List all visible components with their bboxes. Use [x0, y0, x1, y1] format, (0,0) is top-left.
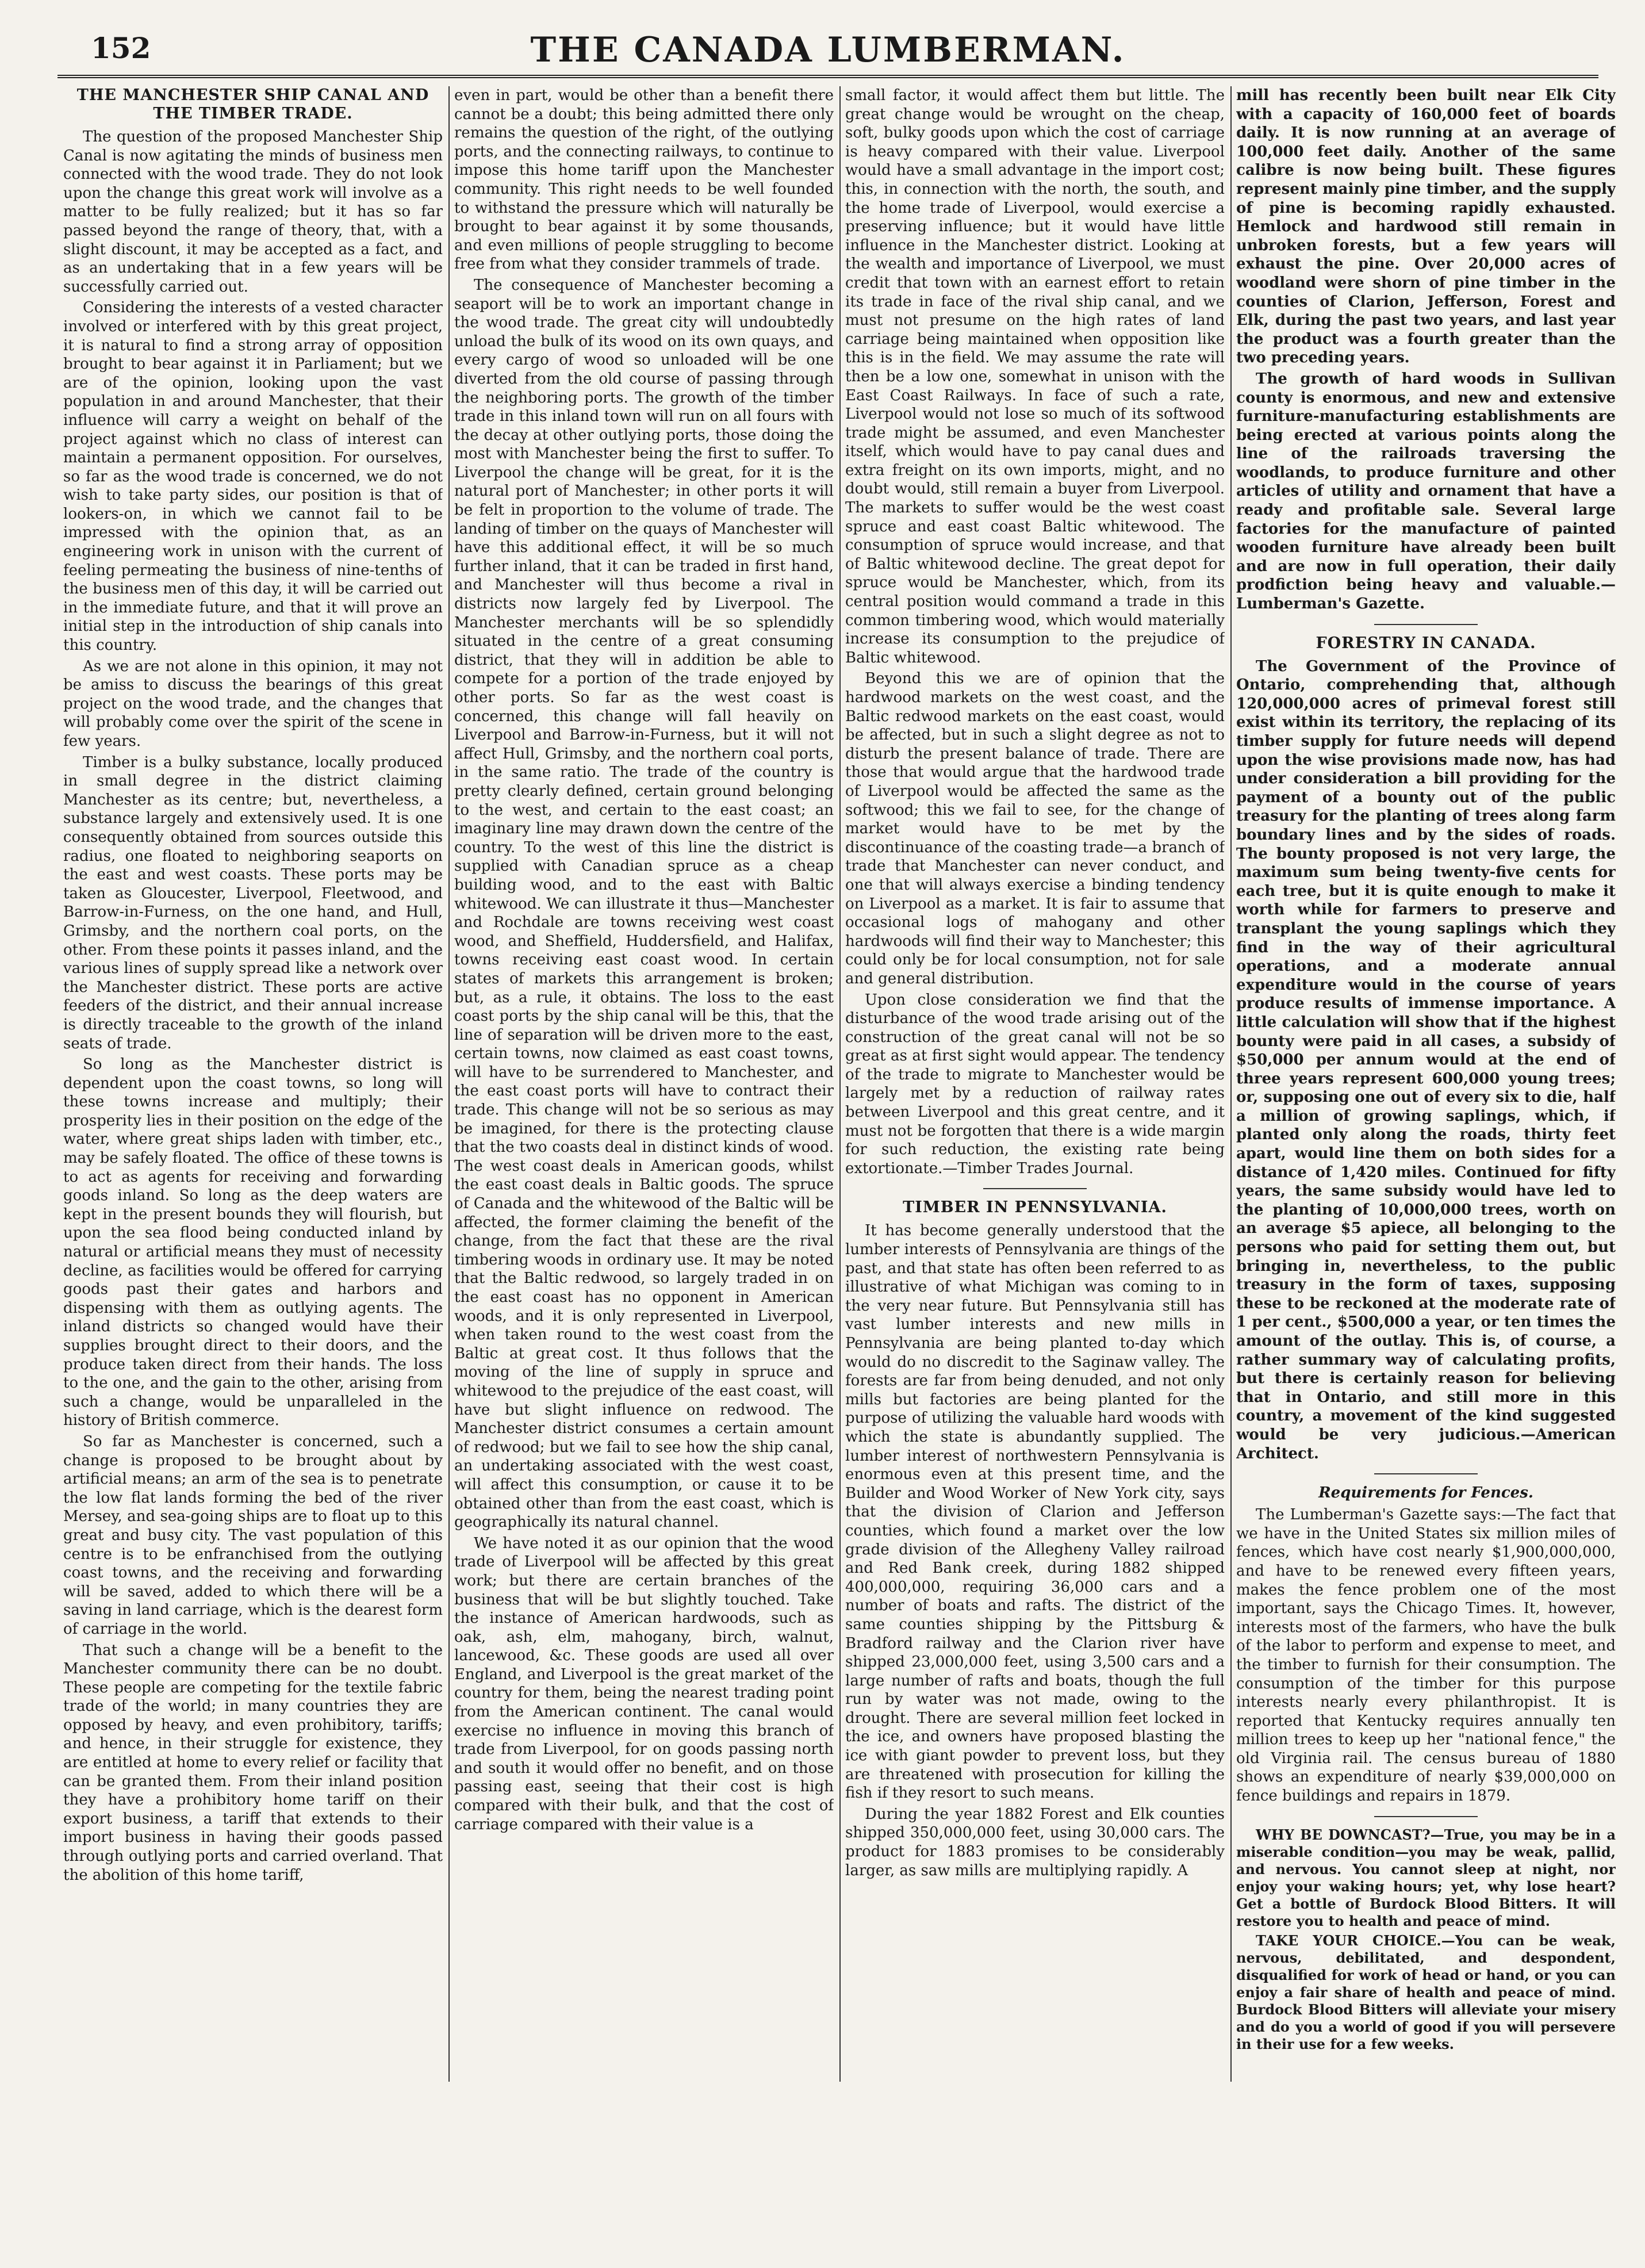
article-paragraph: The growth of hard woods in Sullivan county is enormous, and new and extensive furniture-manufacturing establishments are being erected at various points along the line of the railroads traversing the woodlands, to produce furniture and other articles of utility and ornament that have a ready and profitable sale. Several large factories for the manufacture of painted wooden furniture have already been built and are now in full operation, their daily prodfiction being heavy and valuable.—Lumberman's Gazette. [1236, 370, 1616, 613]
section-divider [1374, 624, 1478, 625]
article-heading-forestry: FORESTRY IN CANADA. [1316, 634, 1536, 652]
article-paragraph: We have noted it as our opinion that the wood trade of Liverpool will be affected by this great work; but there are certain branches of the business that will be but slightly touched. Take the instance of American hardwoods, such as oak, ash, elm, mahogany, birch, walnut, lancewood, &c. These goods are used all over England, and Liverpool is the great market of the country for them, being the nearest trading point from the American continent. The canal would exercise no influence in moving this branch of trade from Liverpool, for on goods passing north and south it would offer no benefit, and on those passing east, seeing that their cost is high compared with their bulk, and that the cost of carriage compared with their value is a [454, 1534, 834, 1833]
advertisement: WHY BE DOWNCAST?—True, you may be in a miserable condition—you may be weak, pallid, and nervous. You cannot sleep at night, nor enjoy your waking hours; yet, why lose heart? Get a bottle of Burdock Blood Bitters. It will restore you to health and peace of mind. [1236, 1826, 1616, 1929]
article-heading-manchester-canal: THE MANCHESTER SHIP CANAL AND THE TIMBER TRADE. [76, 86, 430, 122]
article-paragraph: The Lumberman's Gazette says:—The fact that we have in the United States six million miles of fences, which have cost nearly $1,900,000,000, and have to be renewed every fifteen years, makes the fence problem one of the most important, says the Chicago Times. It, however, interests most of the farmers, who have the bulk of the labor to perform and expense to meet, and the timber to furnish for their consumption. The consumption of the timber for this purpose interests nearly every philanthropist. It is reported that Kentucky requires annually ten million trees to keep up her "national fence," the old Virginia rail. The census bureau of 1880 shows an expenditure of nearly $39,000,000 on fence buildings and repairs in 1879. [1236, 1506, 1616, 1805]
masthead [57, 23, 1598, 78]
section-divider [1374, 1816, 1478, 1817]
article-paragraph: even in part, would be other than a benefit there cannot be a doubt; this being admitted there only remains the question of the right, of the outlying ports, and the connecting railways, to continue to impose this home tariff upon the Manchester community. This right needs to be well founded to withstand the pressure which will naturally be brought to bear against it by some thousands, and even millions of people struggling to become free from what they consider trammels of trade. [454, 87, 834, 273]
advertisement: TAKE YOUR CHOICE.—You can be weak, nervous, debilitated, and despondent, disqualified for work of head or hand, or you can enjoy a fair share of health and peace of mind. Burdock Blood Bitters will alleviate your misery and do you a world of good if you will persevere in their use for a few weeks. [1236, 1932, 1616, 2052]
article-paragraph: So long as the Manchester district is dependent upon the coast towns, so long will these towns increase and multiply; their prosperity lies in their position on the edge of the water, where great ships laden with timber, etc., may be safely floated. The office of these towns is to act as agents for receiving and forwarding goods inland. So long as the deep waters are kept in the present bounds they will flourish, but upon the sea flood being conducted inland by natural or artificial means they must of necessity decline, as facilities would be offered for carrying goods past their gates and harbors and dispensing with them as outlying agents. The inland districts so changed would have their supplies brought direct to their doors, and the produce taken direct from their hands. The loss to the one, and the gain to the other, arising from such a change, would be unparalleled in the history of British commerce. [63, 1056, 443, 1430]
article-paragraph: Timber is a bulky substance, locally produced in small degree in the district claiming Manchester as its centre; but, nevertheless, a substance largely and extensively used. It is one consequently obtained from sources outside this radius, one floated to neighboring seaports on the east and west coasts. These ports may be taken as Gloucester, Liverpool, Fleetwood, and Barrow-in-Furness, on the one hand, and Hull, Grimsby, and the northern coal ports, on the other. From these points it passes inland, and the various lines of supply spread like a network over the Manchester district. These ports are active feeders of the district, and their annual increase is directly traceable to the growth of the inland seats of trade. [63, 753, 443, 1052]
article-paragraph: Upon close consideration we find that the disturbance of the wood trade arising out of the construction of the great canal will not be so great as at first sight would appear. The tendency of the trade to migrate to Manchester would be largely met by a reduction of railway rates between Liverpool and this great centre, and it must not be forgotten that there is a wide margin for such reduction, the existing rate being extortionate.—Timber Trades Journal. [845, 991, 1225, 1177]
section-divider [1374, 1473, 1478, 1474]
article-heading-fences: Requirements for Fences. [1318, 1484, 1533, 1502]
section-divider [983, 1188, 1087, 1189]
column-3 [845, 86, 1225, 2082]
column-4 [1236, 86, 1616, 2082]
article-paragraph: The consequence of Manchester becoming a seaport will be to work an important change in the wood trade. The great city will undoubtedly unload the bulk of its wood on its own quays, and every cargo of wood so unloaded will be one diverted from the old course of passing through the neighboring ports. The growth of the timber trade in this inland town will run on all fours with the decay at other outlying ports, those doing the most with Manchester being the first to suffer. To Liverpool the change will be great, for it is the natural port of Manchester; in other ports it will be felt in proportion to the volume of trade. The landing of timber on the quays of Manchester will have this additional effect, it will be so much further inland, that it can be traded in first hand, and Manchester will thus become a rival in districts now largely fed by Liverpool. The Manchester merchants will be so splendidly situated in the centre of a great consuming district, that they will in addition be able to compete for a portion of the trade enjoyed by other ports. So far as the west coast is concerned, this change will fall heavily on Liverpool and Barrow-in-Furness, but it will not affect Hull, Grimsby, and the northern coal ports, in the same ratio. The trade of the country is pretty clearly defined, certain ground belonging to the west, and certain to the east coast; an imaginary line may drawn down the centre of the country. To the west of this line the district is supplied with Canadian spruce as a cheap building wood, and to the east with Baltic whitewood. We can illustrate it thus—Manchester and Rochdale are towns receiving west coast wood, and Sheffield, Huddersfield, and Halifax, towns receiving east coast wood. In certain states of markets this arrangement is broken; but, as a rule, it obtains. The loss to the east coast ports by the ship canal will be this, that the line of separation will be driven more to the east, certain towns, now claimed as east coast towns, will have to be surrendered to Manchester, and the east coast ports will have to contract their trade. This change will not be so serious as may be imagined, for there is the protecting clause that the two coasts deal in distinct kinds of wood. The west coast deals in American goods, whilst the east coast deals in Baltic goods. The spruce of Canada and the whitewood of the Baltic will be affected, the former claiming the benefit of the change, from the fact that these are the rival timbering woods in ordinary use. It may be noted that the Baltic redwood, so largely traded in on the east coast has no opponent in American woods, and it is only represented in Liverpool, when taken round to the west coast from the Baltic at great cost. It thus follows that the moving of the line of supply in spruce and whitewood to the prejudice of the east coast, will have but slight influence on redwood. The Manchester district consumes a certain amount of redwood; but we fail to see how the ship canal, an undertaking associated with the west coast, will affect this consumption, or cause it to be obtained other than from the east coast, which is geographically its natural channel. [454, 276, 834, 1531]
article-paragraph: mill has recently been built near Elk City with a capacity of 160,000 feet of boards daily. It is now running at an average of 100,000 feet daily. Another of the same calibre is now being built. These figures represent mainly pine timber, and the supply of pine is becoming rapidly exhausted. Hemlock and hardwood still remain in unbroken forests, but a few years will exhaust the pine. Over 20,000 acres of woodland were shorn of pine timber in the counties of Clarion, Jefferson, Forest and Elk, during the past two years, and last year the product was a fourth greater than the two preceding years. [1236, 87, 1616, 367]
article-paragraph: Considering the interests of a vested character involved or interfered with by this great project, it is natural to find a strong array of opposition brought to bear against it in Parliament; but we are of the opinion, looking upon the vast population in and around Manchester, that their influence will carry a weight on behalf of the project against which no class of interest can maintain a permanent opposition. For ourselves, so far as the wood trade is concerned, we do not wish to take party sides, our position is that of lookers-on, in which we cannot fail to be impressed with the opinion that, as an engineering work in unison with the current of feeling permeating the business of nine-tenths of the business men of this day, it will be carried out in the immediate future, and that it will prove an initial step in the introduction of ship canals into this country. [63, 299, 443, 654]
column-rule [1230, 86, 1232, 2082]
article-paragraph: That such a change will be a benefit to the Manchester community there can be no doubt. These people are competing for the textile fabric trade of the world; in many countries they are opposed by heavy, and even prohibitory, tariffs; and hence, in their struggle for existence, they are entitled at home to every relief or facility that can be granted them. From their inland position they have a prohibitory home tariff on their export business, a tariff that extends to their import business in having their goods passed through outlying ports and carried overland. That the abolition of this home tariff, [63, 1641, 443, 1884]
column-1 [63, 86, 443, 2082]
article-paragraph: The question of the proposed Manchester Ship Canal is now agitating the minds of business men connected with the wood trade. They do not look upon the change this great work will involve as a matter to be fully realized; but it has so far passed beyond the range of theory, that, with a slight discount, it may be accepted as a fact, and as an undertaking that in a few years will be successfully carried out. [63, 128, 443, 296]
article-paragraph: As we are not alone in this opinion, it may not be amiss to discuss the bearings of this great project on the wood trade, and the changes that will probably come over the spirit of the scene in few years. [63, 657, 443, 750]
page-number: 152 [91, 31, 151, 65]
journal-title: THE CANADA LUMBERMAN. [530, 30, 1126, 70]
article-paragraph: small factor, it would affect them but little. The great change would be wrought on the cheap, soft, bulky goods upon which the cost of carriage is heavy compared with their value. Liverpool would have a small advantage in the import cost; this, in connection with the north, the south, and the home trade of Liverpool, would exercise a preserving influence; but it would have little influence in the Manchester district. Looking at the wealth and importance of Liverpool, we must credit that town with an earnest effort to retain its trade in face of the rival ship canal, and we must not presume on the high rates of land carriage being maintained when opposition like this is in the field. We may assume the rate will then be a low one, somewhat in unison with the East Coast Railways. In face of such a rate, Liverpool would not lose so much of its softwood trade might be assumed, and even Manchester itself, which would have to pay canal dues and extra freight on its own imports, might, and no doubt would, still remain a buyer from Liverpool. The markets to suffer would be the west coast spruce and east coast Baltic whitewood. The consumption of spruce would increase, and that of Baltic whitewood decline. The great depot for spruce would be Manchester, which, from its central position would command a trade in this common timbering wood, which would materially increase its consumption to the prejudice of Baltic whitewood. [845, 87, 1225, 666]
article-paragraph: The Government of the Province of Ontario, comprehending that, although 120,000,000 acres of primeval forest still exist within its territory, the replacing of its timber supply for future needs will depend upon the wise provisions made now, has had under consideration a bill providing for the payment of a bounty out of the public treasury for the planting of trees along farm boundary lines and by the sides of roads. The bounty proposed is not very large, the maximum sum being twenty-five cents for each tree, but it is quite enough to make it worth while for farmers to preserve and transplant the young saplings which they find in the way of their agricultural operations, and a moderate annual expenditure would in the course of years produce results of immense importance. A little calculation will show that if the highest bounty were paid in all cases, a subsidy of $50,000 per annum would at the end of three years represent 600,000 young trees; or, supposing one out of every six to die, half a million of growing saplings, which, if planted only along the roads, thirty feet apart, would line them on both sides for a distance of 1,420 miles. Continued for fifty years, the same subsidy would have led to the planting of 10,000,000 trees, worth on an average $5 apiece, all belonging to the persons who paid for setting them out, but bringing in, nevertheless, to the public treasury in the form of taxes, supposing these to be reckoned at the moderate rate of 1 per cent., $500,000 a year, or ten times the amount of the outlay. This is, of course, a rather summary way of calculating profits, but there is certainly reason for believing that in Ontario, and still more in this country, a movement of the kind suggested would be very judicious.—American Architect. [1236, 657, 1616, 1462]
column-2 [454, 86, 834, 2082]
article-paragraph: So far as Manchester is concerned, such a change is proposed to be brought about by artificial means; an arm of the sea is to penetrate the low flat lands forming the bed of the river Mersey, and sea-going ships are to float up to this great and busy city. The vast population of this centre is to be enfranchised from the outlying coast towns, and the receiving and forwarding will be saved, added to which there will be a saving in land carriage, which is the dearest form of carriage in the world. [63, 1432, 443, 1638]
column-rule [448, 86, 450, 2082]
column-rule [839, 86, 841, 2082]
article-paragraph: During the year 1882 Forest and Elk counties shipped 350,000,000 feet, using 30,000 cars. The product for 1883 promises to be considerably larger, as saw mills are multiplying rapidly. A [845, 1805, 1225, 1879]
article-paragraph: Beyond this we are of opinion that the hardwood markets on the west coast, and the Baltic redwood markets on the east coast, would be affected, but in such a slight degree as not to disturb the present balance of trade. There are those that would argue that the hardwood trade of Liverpool would be affected the same as the softwood; this we fail to see, for the change of market would have to be met by the discontinuance of the coasting trade—a branch of trade that Manchester can never conduct, and one that will always exercise a binding tendency on Liverpool as a market. It is fair to assume that occasional logs of mahogany and other hardwoods will find their way to Manchester; this could only be for local consumption, not for sale and general distribution. [845, 670, 1225, 987]
article-paragraph: It has become generally understood that the lumber interests of Pennsylvania are things of the past, and that state has often been referred to as illustrative of what Michigan was coming to in the very near future. But Pennsylvania still has vast lumber interests and new mills in Pennsylvania are being planted to-day which would do no discredit to the Saginaw valley. The forests are far from being denuded, and not only mills but factories are being planted for the purpose of utilizing the valuable hard woods with which the state is abundantly supplied. The lumber interest of northwestern Pennsylvania is enormous even at this present time, and the Builder and Wood Worker of New York city, says that the division of Clarion and Jefferson counties, which found a market over the low grade division of the Allegheny Valley railroad and Red Bank creek, during 1882 shipped 400,000,000, requiring 36,000 cars and a number of boats and rafts. The district of the same counties shipping by the Pittsburg & Bradford railway and the Clarion river have shipped 23,000,000 feet, using 3,500 cars and a large number of rafts and boats, though the full run by water was not made, owing to the drought. There are several million feet locked in the ice, and owners have proposed blasting the ice with giant powder to prevent loss, but they are threatened with prosecution for killing the fish if they resort to such means. [845, 1222, 1225, 1802]
article-heading-pennsylvania: TIMBER IN PENNSYLVANIA. [903, 1198, 1167, 1217]
